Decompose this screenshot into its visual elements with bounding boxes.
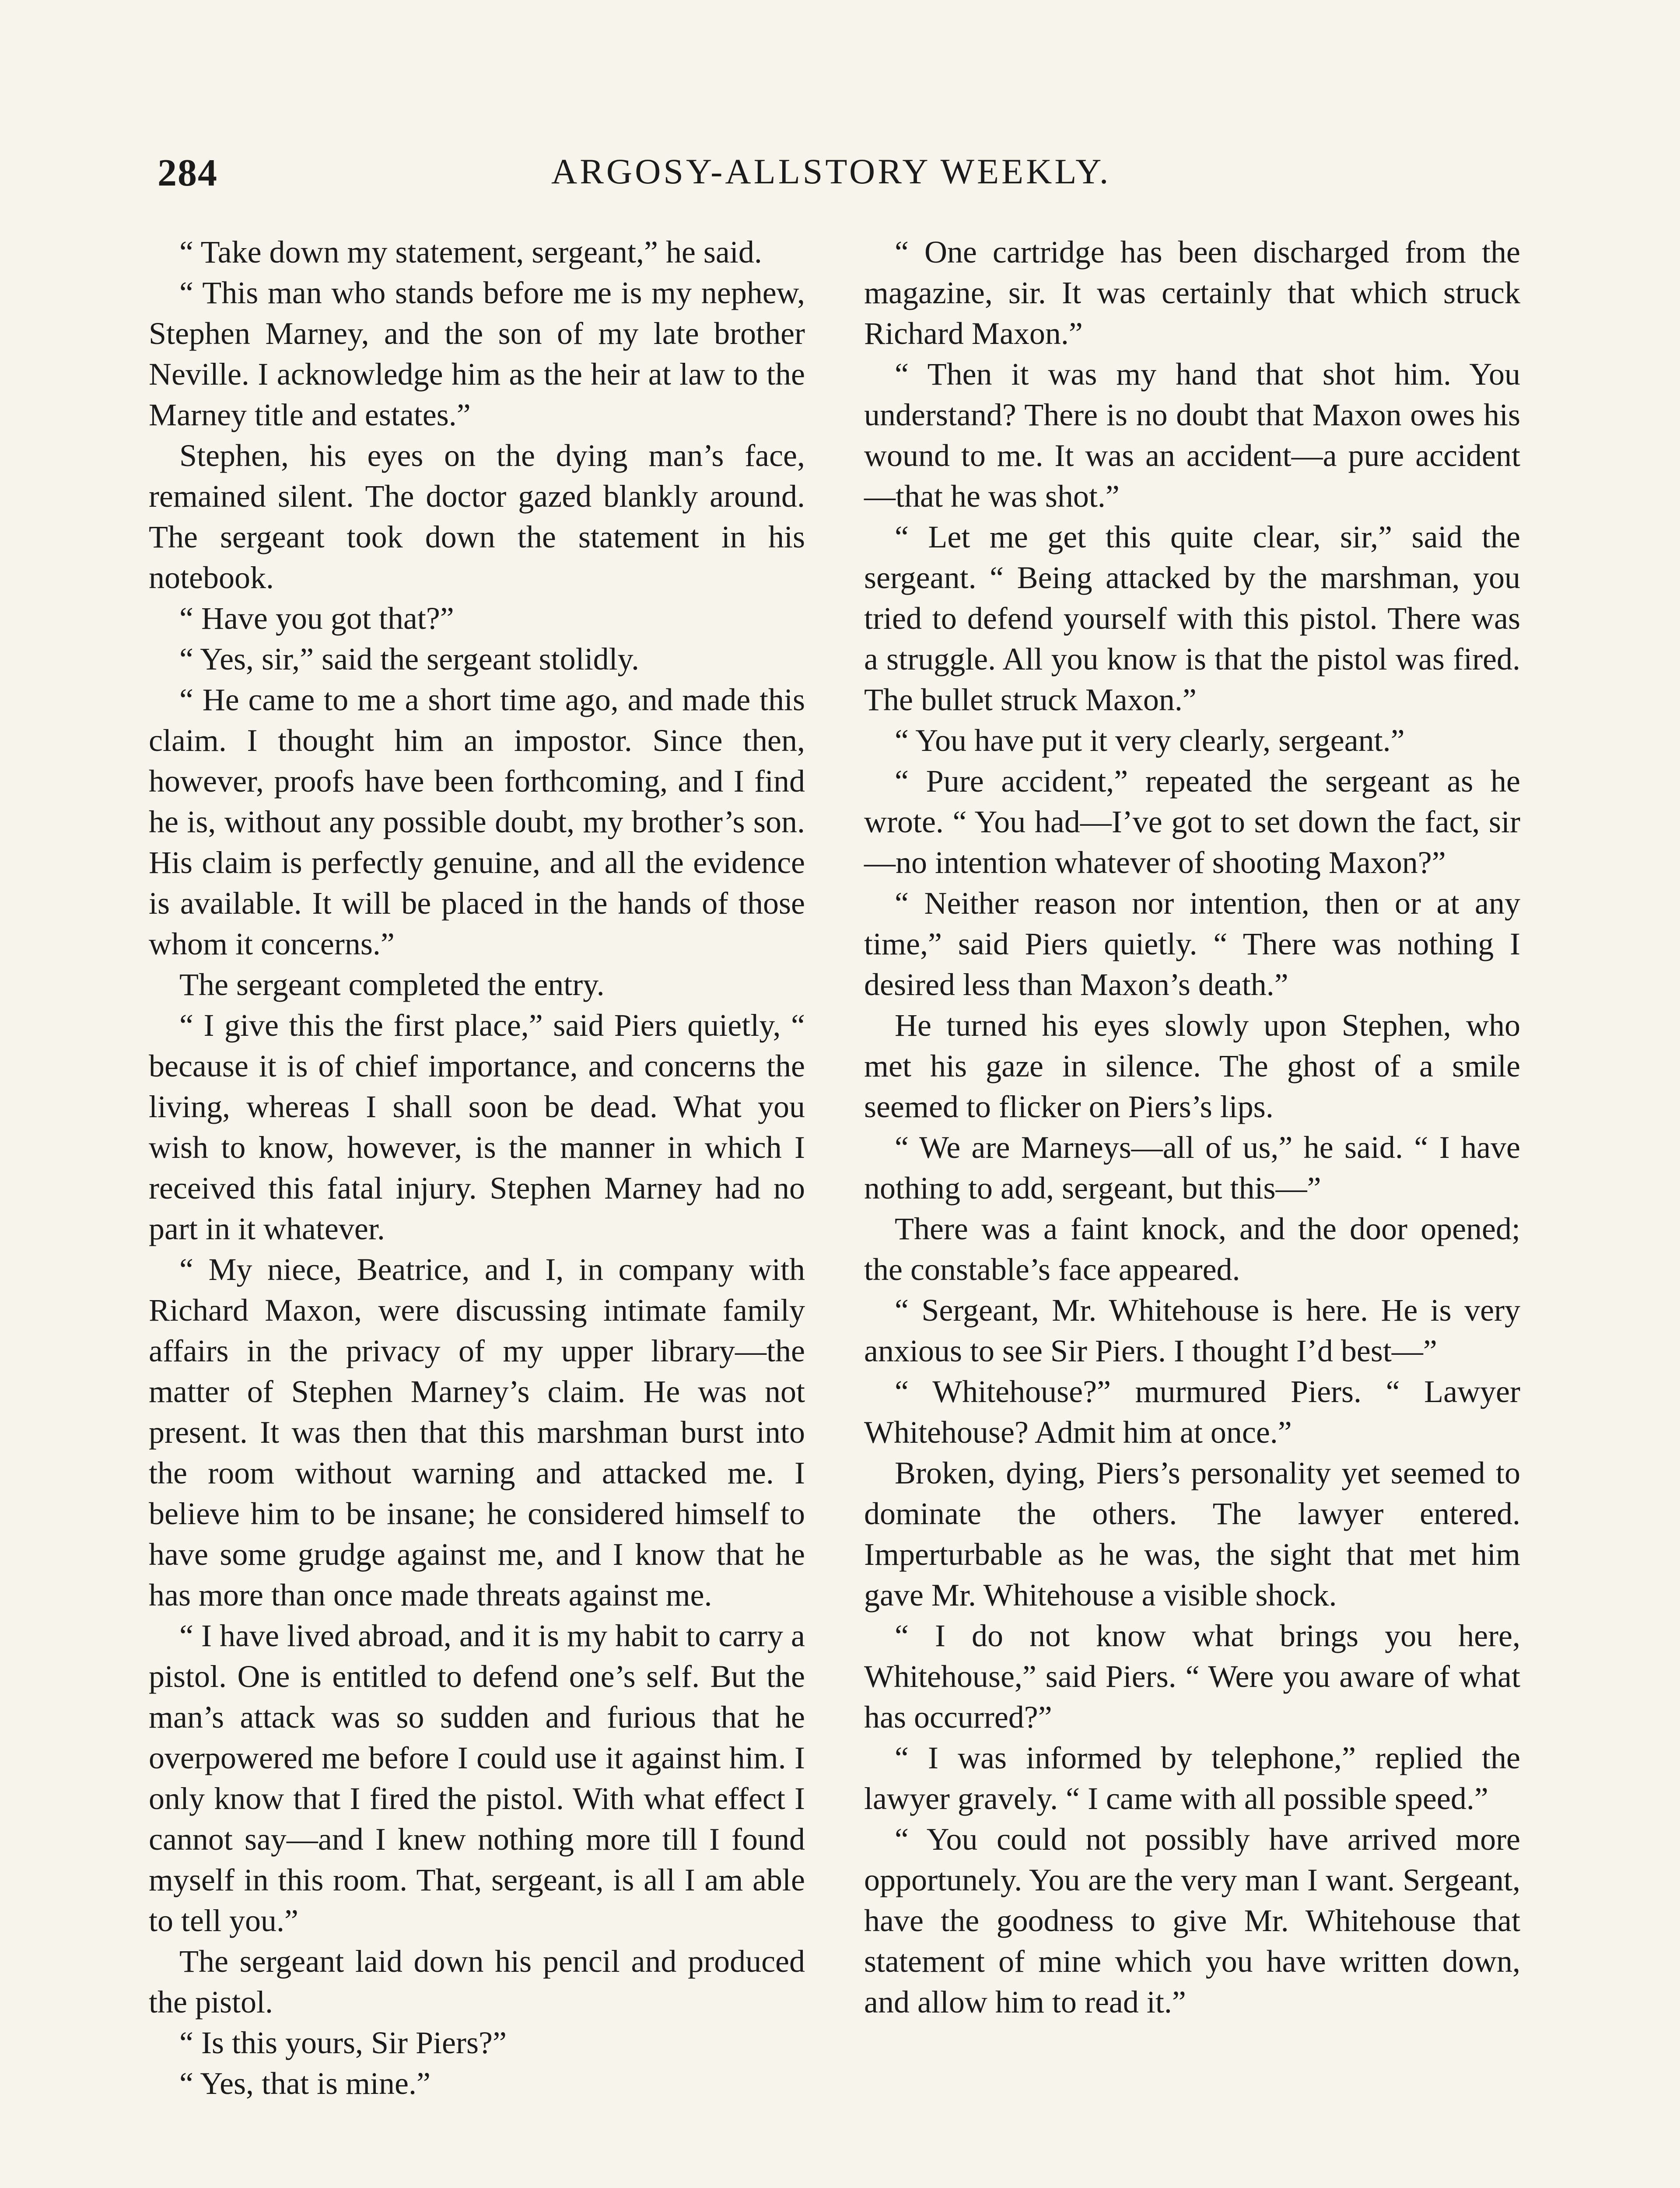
paragraph: There was a faint knock, and the door opened; the constable’s face appeared.	[864, 1211, 1520, 1287]
paragraph: “ Neither reason nor intention, then or at any time,” said Piers quietly. “ There was nothing I desired less than Maxon’s death.”	[864, 886, 1520, 1002]
page-number: 284	[158, 152, 218, 194]
paragraph: “ Take down my statement, sergeant,” he said.	[179, 235, 762, 270]
left-column	[149, 232, 805, 2104]
paragraph: “ Yes, sir,” said the sergeant stolidly.	[179, 642, 639, 677]
paragraph: He turned his eyes slowly upon Stephen, who met his gaze in silence. The ghost of a smile seemed to flicker on Piers’s lips.	[864, 1008, 1520, 1124]
paragraph: “ Then it was my hand that shot him. You understand? There is no doubt that Maxon owes his wound to me. It was an accident—a pure accident—that he was shot.”	[864, 357, 1520, 514]
paragraph: “ We are Marneys—all of us,” he said. “ I have nothing to add, sergeant, but this—”	[864, 1130, 1520, 1206]
running-head: ARGOSY-ALLSTORY WEEKLY.	[551, 151, 1111, 191]
paragraph: “ Let me get this quite clear, sir,” said the sergeant. “ Being attacked by the marshman, you tried to defend yourself with this pistol. There was a struggle. All you know is that the pistol was fired. The bullet struck Maxon.”	[864, 519, 1520, 717]
paragraph: “ You could not possibly have arrived more opportunely. You are the very man I want. Sergeant, have the goodness to give Mr. Whitehouse that statement of mine which you have written down, and allow him to read it.”	[864, 1822, 1520, 2020]
paragraph: “ My niece, Beatrice, and I, in company with Richard Maxon, were discussing intimate family affairs in the privacy of my upper library—the matter of Stephen Marney’s claim. He was not present. It was then that this marshman burst into the room without warning and attacked me. I believe him to be insane; he considered himself to have some grudge against me, and I know that he has more than once made threats against me.	[149, 1252, 805, 1613]
paragraph: Broken, dying, Piers’s personality yet seemed to dominate the others. The lawyer entered. Imperturbable as he was, the sight that met him gave Mr. Whitehouse a visible shock.	[864, 1455, 1520, 1613]
right-column	[864, 232, 1520, 2023]
paragraph: “ I give this the first place,” said Piers quietly, “ because it is of chief importance, and concerns the living, whereas I shall soon be dead. What you wish to know, however, is the manner in which I received this fatal injury. Stephen Marney had no part in it whatever.	[149, 1008, 805, 1246]
paragraph: “ I do not know what brings you here, Whitehouse,” said Piers. “ Were you aware of what has occurred?”	[864, 1618, 1520, 1735]
paragraph: The sergeant completed the entry.	[179, 967, 605, 1002]
paragraph: “ Sergeant, Mr. Whitehouse is here. He is very anxious to see Sir Piers. I thought I’d best—”	[864, 1293, 1520, 1368]
paragraph: “ Have you got that?”	[179, 601, 454, 636]
paragraph: “ He came to me a short time ago, and made this claim. I thought him an impostor. Since then, however, proofs have been forthcoming, and I find he is, without any possible doubt, my brother’s son. His claim is perfectly genuine, and all the evidence is available. It will be placed in the hands of those whom it concerns.”	[149, 682, 805, 961]
page-header	[158, 151, 1536, 203]
paragraph: “ You have put it very clearly, sergeant.”	[895, 723, 1405, 758]
paragraph: “ One cartridge has been discharged from the magazine, sir. It was certainly that which struck Richard Maxon.”	[864, 235, 1520, 351]
paragraph: “ This man who stands before me is my nephew, Stephen Marney, and the son of my late brother Neville. I acknowledge him as the heir at law to the Marney title and estates.”	[149, 275, 805, 432]
paragraph: “ Is this yours, Sir Piers?”	[179, 2025, 507, 2060]
paragraph: Stephen, his eyes on the dying man’s face, remained silent. The doctor gazed blankly around. The sergeant took down the statement in his notebook.	[149, 438, 805, 595]
paragraph: “ Pure accident,” repeated the sergeant as he wrote. “ You had—I’ve got to set down the fact, sir—no intention whatever of shooting Maxon?”	[864, 764, 1520, 880]
paragraph: “ Whitehouse?” murmured Piers. “ Lawyer Whitehouse? Admit him at once.”	[864, 1374, 1520, 1450]
paragraph: “ I was informed by telephone,” replied the lawyer gravely. “ I came with all possible speed.”	[864, 1740, 1520, 1816]
paragraph: “ I have lived abroad, and it is my habit to carry a pistol. One is entitled to defend one’s self. But the man’s attack was so sudden and furious that he overpowered me before I could use it against him. I only know that I fired the pistol. With what effect I cannot say—and I knew nothing more till I found myself in this room. That, sergeant, is all I am able to tell you.”	[149, 1618, 805, 1938]
paragraph: “ Yes, that is mine.”	[179, 2066, 430, 2101]
paragraph: The sergeant laid down his pencil and produced the pistol.	[149, 1944, 805, 2020]
